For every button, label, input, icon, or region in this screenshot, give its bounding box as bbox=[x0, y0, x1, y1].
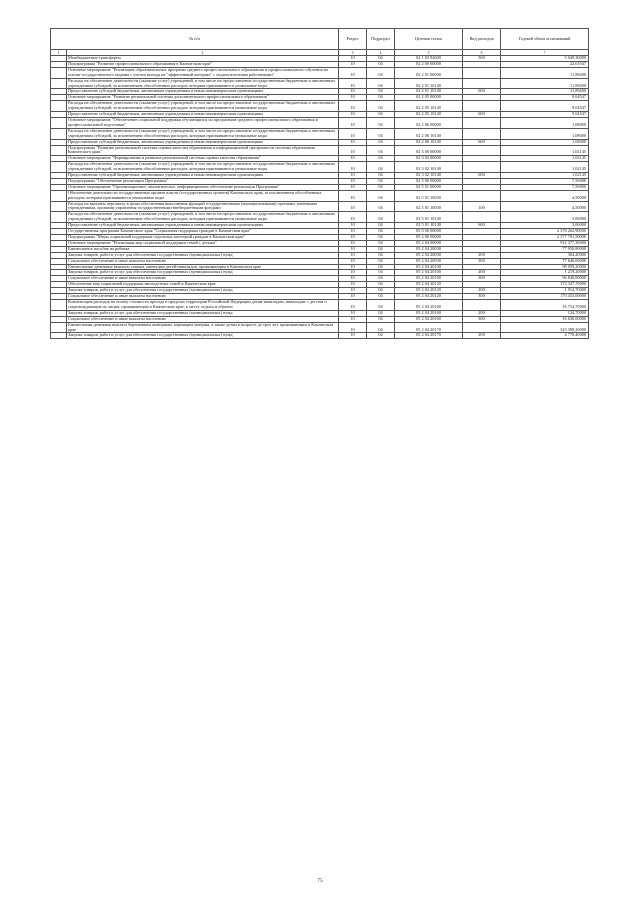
table-row bbox=[51, 333, 589, 339]
row-sum-cell: 1,08000 bbox=[501, 128, 589, 139]
header-section: Раздел bbox=[339, 29, 367, 50]
row-name-cell: Предоставление субсидий бюджетным, автономным учреждениям и иным некоммерческим организациям bbox=[67, 223, 339, 229]
row-sum-cell: 9,04547 bbox=[501, 101, 589, 112]
row-number-cell bbox=[51, 322, 67, 333]
row-name-cell: Социальное обеспечение и иные выплаты населению bbox=[67, 258, 339, 264]
row-name-cell: Закупка товаров, работ и услуг для обеспечения государственных (муниципальных) нужд bbox=[67, 252, 339, 258]
row-subsection-cell: 04 bbox=[367, 252, 395, 258]
row-article-cell: 05 2 04 20160 bbox=[395, 310, 463, 316]
row-section-cell: 10 bbox=[339, 229, 367, 235]
row-article-cell: 02 2 05 10140 bbox=[395, 112, 463, 118]
row-name-cell: Основное мероприятие "Реализация образовательных программ среднего профессионального образования и профессионального обучения на основе государственного задания с учетом выхода на "эффективный контракт" с педагогическими работниками" bbox=[67, 67, 339, 78]
row-sum-cell: 4,50000 bbox=[501, 190, 589, 201]
row-sum-cell: 1,08000 bbox=[501, 117, 589, 128]
row-article-cell: 05 2 04 20030 bbox=[395, 246, 463, 252]
row-name-cell: Ежемесячная денежная выплата беременным женщинам, кормящим матерям, а также детям в возрасте до трех лет, проживающим в Камчатском крае bbox=[67, 322, 339, 333]
column-number: 6 bbox=[463, 50, 501, 56]
row-name-cell: Предоставление субсидий бюджетным, автономным учреждениям и иным некоммерческим организациям bbox=[67, 139, 339, 145]
row-expense-cell: 200 bbox=[463, 333, 501, 339]
row-sum-cell: 11,89400 bbox=[501, 78, 589, 89]
row-section-cell: 10 bbox=[339, 252, 367, 258]
row-article-cell: 05 2 04 20100 bbox=[395, 264, 463, 270]
row-section-cell: 10 bbox=[339, 282, 367, 288]
row-name-cell: Расходы на выплаты персоналу в целях обеспечения выполнения функций государственными (муниципальными) органами, казенными учреждениями, органами управления государственными внебюджетными фондами bbox=[67, 201, 339, 212]
row-article-cell: 05 2 04 20100 bbox=[395, 270, 463, 276]
row-subsection-cell: 04 bbox=[367, 67, 395, 78]
row-number-cell bbox=[51, 67, 67, 78]
row-article-cell: 02 5 00 00000 bbox=[395, 178, 463, 184]
row-sum-cell: 3,06000 bbox=[501, 212, 589, 223]
row-section-cell: 10 bbox=[339, 276, 367, 282]
row-sum-cell: 16 630,00000 bbox=[501, 316, 589, 322]
row-section-cell: 10 bbox=[339, 333, 367, 339]
row-subsection-cell: 04 bbox=[367, 78, 395, 89]
row-expense-cell: 300 bbox=[463, 258, 501, 264]
row-section-cell: 10 bbox=[339, 95, 367, 101]
row-number-cell bbox=[51, 212, 67, 223]
row-expense-cell bbox=[463, 67, 501, 78]
row-section-cell: 10 bbox=[339, 294, 367, 300]
row-name-cell: Ежемесячное пособие на ребенка bbox=[67, 246, 339, 252]
row-sum-cell: 98 059,20000 bbox=[501, 264, 589, 270]
row-name-cell: Социальное обеспечение и иные выплаты населению bbox=[67, 276, 339, 282]
row-number-cell bbox=[51, 201, 67, 212]
row-subsection-cell: 04 bbox=[367, 201, 395, 212]
row-subsection-cell: 04 bbox=[367, 190, 395, 201]
row-sum-cell: 4 778,40000 bbox=[501, 333, 589, 339]
row-article-cell: 02 3 00 00000 bbox=[395, 145, 463, 156]
header-no: № п/п bbox=[51, 29, 339, 50]
budget-table bbox=[50, 28, 589, 339]
row-article-cell: 02 5 01 10030 bbox=[395, 190, 463, 201]
row-subsection-cell: 04 bbox=[367, 288, 395, 294]
row-article-cell: 05 2 04 20160 bbox=[395, 299, 463, 310]
row-section-cell: 10 bbox=[339, 270, 367, 276]
row-article-cell: 05 2 04 20170 bbox=[395, 333, 463, 339]
row-section-cell: 10 bbox=[339, 101, 367, 112]
row-expense-cell: 500 bbox=[463, 56, 501, 62]
row-subsection-cell: 04 bbox=[367, 223, 395, 229]
row-name-cell: Закупка товаров, работ и услуг для обеспечения государственных (муниципальных) нужд bbox=[67, 333, 339, 339]
row-article-cell: 02 5 01 10140 bbox=[395, 212, 463, 223]
row-name-cell: Ежемесячные денежные выплаты семьям, имеющим детей-инвалидов, проживающим в Камчатском крае bbox=[67, 264, 339, 270]
row-article-cell: 05 2 04 20030 bbox=[395, 258, 463, 264]
row-sum-cell: 11,89400 bbox=[501, 89, 589, 95]
row-subsection-cell: 04 bbox=[367, 139, 395, 145]
row-article-cell: 02 2 05 10140 bbox=[395, 101, 463, 112]
row-subsection-cell: 04 bbox=[367, 112, 395, 118]
row-subsection-cell: 04 bbox=[367, 162, 395, 173]
row-number-cell bbox=[51, 78, 67, 89]
row-article-cell: 02 3 02 10140 bbox=[395, 173, 463, 179]
table-row bbox=[51, 67, 589, 78]
row-article-cell: 02 1 03 92600 bbox=[395, 56, 463, 62]
row-sum-cell: 77 950,80000 bbox=[501, 246, 589, 252]
row-section-cell: 10 bbox=[339, 322, 367, 333]
row-subsection-cell: 04 bbox=[367, 128, 395, 139]
row-subsection-cell: 04 bbox=[367, 89, 395, 95]
row-section-cell: 10 bbox=[339, 61, 367, 67]
table-row bbox=[51, 212, 589, 223]
page-number: 75 bbox=[317, 878, 323, 884]
row-article-cell: 05 2 00 00000 bbox=[395, 235, 463, 241]
row-sum-cell: 9,04547 bbox=[501, 95, 589, 101]
row-name-cell: Предоставление субсидий бюджетным, автономным учреждениям и иным некоммерческим организациям bbox=[67, 112, 339, 118]
row-name-cell: Расходы на обеспечение деятельности (оказание услуг) учреждений, в том числе на предоставление государственным бюджетным и автономным учреждениям субсидий, за исключением обособленных расходов, которым присваиваются уникальные коды bbox=[67, 212, 339, 223]
table-row bbox=[51, 101, 589, 112]
row-name-cell: Обеспечение мер социальной поддержки многодетных семей в Камчатском крае bbox=[67, 282, 339, 288]
table-row bbox=[51, 117, 589, 128]
row-name-cell: Расходы на обеспечение деятельности (оказание услуг) учреждений, в том числе на предоставление государственным бюджетным и автономным учреждениям субсидий, за исключением обособленных расходов, которым присваиваются уникальные коды bbox=[67, 78, 339, 89]
row-subsection-cell: 04 bbox=[367, 229, 395, 235]
row-expense-cell bbox=[463, 322, 501, 333]
row-section-cell: 10 bbox=[339, 117, 367, 128]
row-subsection-cell: 04 bbox=[367, 246, 395, 252]
row-subsection-cell: 04 bbox=[367, 212, 395, 223]
table-row bbox=[51, 162, 589, 173]
row-number-cell bbox=[51, 333, 67, 339]
row-article-cell: 05 2 04 20100 bbox=[395, 276, 463, 282]
row-name-cell: Подпрограмма "Развитие региональной системы оценки качества образования и информационной прозрачности системы образования Камчатского края" bbox=[67, 145, 339, 156]
row-sum-cell: 1,08000 bbox=[501, 139, 589, 145]
row-name-cell: Расходы на обеспечение деятельности (оказание услуг) учреждений, в том числе на предоставление государственным бюджетным и автономным учреждениям субсидий, за исключением обособленных расходов, которым присваиваются уникальные коды bbox=[67, 162, 339, 173]
row-expense-cell: 100 bbox=[463, 201, 501, 212]
row-subsection-cell: 04 bbox=[367, 95, 395, 101]
row-article-cell: 05 0 00 00000 bbox=[395, 229, 463, 235]
row-subsection-cell: 04 bbox=[367, 240, 395, 246]
row-name-cell: Расходы на обеспечение деятельности (оказание услуг) учреждений, в том числе на предоставление государственным бюджетным и автономным учреждениям субсидий, за исключением обособленных расходов, которым присваиваются уникальные коды bbox=[67, 128, 339, 139]
row-name-cell: Социальное обеспечение и иные выплаты населению bbox=[67, 294, 339, 300]
row-section-cell: 10 bbox=[339, 190, 367, 201]
row-name-cell: Межбюджетные трансферты bbox=[67, 56, 339, 62]
row-subsection-cell: 04 bbox=[367, 184, 395, 190]
row-sum-cell: 2 377 791,50000 bbox=[501, 235, 589, 241]
table-row bbox=[51, 128, 589, 139]
row-name-cell: Предоставление субсидий бюджетным, автономным учреждениям и иным некоммерческим организациям bbox=[67, 173, 339, 179]
row-subsection-cell: 04 bbox=[367, 264, 395, 270]
row-article-cell: 02 2 05 00000 bbox=[395, 95, 463, 101]
row-expense-cell bbox=[463, 128, 501, 139]
row-sum-cell: 11,89400 bbox=[501, 67, 589, 78]
row-section-cell: 10 bbox=[339, 173, 367, 179]
row-name-cell: Основное мероприятие "Формирование и развитие региональной системы оценки качества образования" bbox=[67, 156, 339, 162]
column-number: 7 bbox=[501, 50, 589, 56]
row-section-cell: 10 bbox=[339, 78, 367, 89]
row-subsection-cell: 04 bbox=[367, 282, 395, 288]
row-section-cell: 10 bbox=[339, 212, 367, 223]
row-sum-cell: 7,56000 bbox=[501, 178, 589, 184]
column-number: 2 bbox=[67, 50, 339, 56]
row-number-cell bbox=[51, 117, 67, 128]
row-article-cell: 02 5 01 10030 bbox=[395, 201, 463, 212]
row-sum-cell: 16 754,70000 bbox=[501, 299, 589, 310]
row-article-cell: 02 3 02 00000 bbox=[395, 156, 463, 162]
row-article-cell: 05 2 04 00000 bbox=[395, 240, 463, 246]
row-sum-cell: 1,02145 bbox=[501, 145, 589, 156]
row-article-cell: 02 5 01 00000 bbox=[395, 184, 463, 190]
row-subsection-cell: 04 bbox=[367, 56, 395, 62]
row-name-cell: Основное мероприятие "Реализация мер социальной поддержки семей с детьми" bbox=[67, 240, 339, 246]
row-expense-cell bbox=[463, 78, 501, 89]
row-number-cell bbox=[51, 162, 67, 173]
row-sum-cell: 1,02145 bbox=[501, 156, 589, 162]
row-name-cell: Подпрограмма "Обеспечение реализации Программы" bbox=[67, 178, 339, 184]
row-name-cell: Подпрограмма "Меры социальной поддержки отдельных категорий граждан в Камчатском крае" bbox=[67, 235, 339, 241]
row-expense-cell bbox=[463, 117, 501, 128]
row-section-cell: 10 bbox=[339, 258, 367, 264]
row-section-cell: 10 bbox=[339, 264, 367, 270]
table-row bbox=[51, 190, 589, 201]
row-subsection-cell: 04 bbox=[367, 333, 395, 339]
row-subsection-cell: 04 bbox=[367, 322, 395, 333]
column-number: 1 bbox=[51, 50, 67, 56]
row-sum-cell: 124,70000 bbox=[501, 310, 589, 316]
row-article-cell: 05 2 04 20170 bbox=[395, 322, 463, 333]
row-name-cell: Закупка товаров, работ и услуг для обеспечения государственных (муниципальных) нужд bbox=[67, 310, 339, 316]
row-article-cell: 02 3 02 10140 bbox=[395, 162, 463, 173]
row-article-cell: 05 2 04 20120 bbox=[395, 288, 463, 294]
row-subsection-cell: 04 bbox=[367, 270, 395, 276]
row-section-cell: 10 bbox=[339, 112, 367, 118]
row-sum-cell: 5 049,30000 bbox=[501, 56, 589, 62]
row-section-cell: 10 bbox=[339, 156, 367, 162]
column-number: 5 bbox=[395, 50, 463, 56]
row-subsection-cell: 04 bbox=[367, 117, 395, 128]
row-section-cell: 10 bbox=[339, 240, 367, 246]
row-article-cell: 05 2 04 20160 bbox=[395, 316, 463, 322]
row-sum-cell: 7,56000 bbox=[501, 184, 589, 190]
header-subsection: Подраздел bbox=[367, 29, 395, 50]
row-expense-cell: 600 bbox=[463, 173, 501, 179]
row-section-cell: 10 bbox=[339, 56, 367, 62]
row-subsection-cell: 04 bbox=[367, 235, 395, 241]
row-subsection-cell: 04 bbox=[367, 178, 395, 184]
row-name-cell: Социальное обеспечение и иные выплаты населению bbox=[67, 316, 339, 322]
row-name-cell: Закупка товаров, работ и услуг для обеспечения государственных (муниципальных) нужд bbox=[67, 288, 339, 294]
row-sum-cell: 1,02145 bbox=[501, 173, 589, 179]
header-expense-type: Вид расходов bbox=[463, 29, 501, 50]
row-expense-cell bbox=[463, 299, 501, 310]
row-section-cell: 10 bbox=[339, 299, 367, 310]
row-expense-cell: 600 bbox=[463, 89, 501, 95]
row-section-cell: 10 bbox=[339, 89, 367, 95]
row-expense-cell bbox=[463, 101, 501, 112]
row-article-cell: 05 2 04 20120 bbox=[395, 294, 463, 300]
column-number: 4 bbox=[367, 50, 395, 56]
row-number-cell bbox=[51, 299, 67, 310]
row-subsection-cell: 04 bbox=[367, 316, 395, 322]
row-expense-cell bbox=[463, 162, 501, 173]
table-row bbox=[51, 145, 589, 156]
row-name-cell: Основное мероприятие "Организационное, аналитическое, информационное обеспечение реализации Программы" bbox=[67, 184, 339, 190]
row-expense-cell bbox=[463, 190, 501, 201]
row-article-cell: 02 2 00 00000 bbox=[395, 61, 463, 67]
row-article-cell: 02 2 06 00000 bbox=[395, 117, 463, 128]
row-number-cell bbox=[51, 101, 67, 112]
row-sum-cell: 3,06000 bbox=[501, 223, 589, 229]
row-sum-cell: 170 433,00000 bbox=[501, 294, 589, 300]
row-expense-cell: 600 bbox=[463, 112, 501, 118]
row-section-cell: 10 bbox=[339, 67, 367, 78]
row-expense-cell: 300 bbox=[463, 276, 501, 282]
row-name-cell: Государственная программа Камчатского края "Социальная поддержка граждан в Камчатском крае" bbox=[67, 229, 339, 235]
row-name-cell: Расходы на обеспечение деятельности (оказание услуг) учреждений, в том числе на предоставление государственным бюджетным и автономным учреждениям субсидий, за исключением обособленных расходов, которым присваиваются уникальные коды bbox=[67, 101, 339, 112]
row-article-cell: 02 2 01 10140 bbox=[395, 78, 463, 89]
row-sum-cell: 2 378 262,90000 bbox=[501, 229, 589, 235]
row-section-cell: 10 bbox=[339, 162, 367, 173]
row-section-cell: 10 bbox=[339, 310, 367, 316]
row-expense-cell: 600 bbox=[463, 223, 501, 229]
row-name-cell: Основное мероприятие "Развитие региональной системы дополнительного профессионального образования" bbox=[67, 95, 339, 101]
row-subsection-cell: 04 bbox=[367, 145, 395, 156]
row-name-cell: Закупка товаров, работ и услуг для обеспечения государственных (муниципальных) нужд bbox=[67, 270, 339, 276]
header-article: Целевая статья bbox=[395, 29, 463, 50]
row-sum-cell: 912 377,30000 bbox=[501, 240, 589, 246]
row-section-cell: 10 bbox=[339, 128, 367, 139]
row-sum-cell: 172 347,70000 bbox=[501, 282, 589, 288]
row-sum-cell: 323 398,20000 bbox=[501, 322, 589, 333]
table-row bbox=[51, 299, 589, 310]
row-sum-cell: 22,01947 bbox=[501, 61, 589, 67]
row-name-cell: Подпрограмма "Развитие профессионального образования в Камчатском крае" bbox=[67, 61, 339, 67]
row-article-cell: 02 5 01 10140 bbox=[395, 223, 463, 229]
row-expense-cell: 200 bbox=[463, 288, 501, 294]
row-sum-cell: 96 840,00000 bbox=[501, 276, 589, 282]
row-subsection-cell: 04 bbox=[367, 173, 395, 179]
row-article-cell: 02 2 01 10140 bbox=[395, 89, 463, 95]
row-name-cell: Компенсация расходов на оплату стоимости проезда в пределах территории Российской Федерации детям-инвалидам, инвалидам с детства и сопровождающим их лицам, проживающим в Камчатском крае, к месту отдыха и обратно bbox=[67, 299, 339, 310]
row-sum-cell: 77 646,60000 bbox=[501, 258, 589, 264]
row-expense-cell bbox=[463, 212, 501, 223]
row-subsection-cell: 04 bbox=[367, 61, 395, 67]
row-sum-cell: 4,50000 bbox=[501, 201, 589, 212]
row-article-cell: 05 2 04 20120 bbox=[395, 282, 463, 288]
row-section-cell: 10 bbox=[339, 246, 367, 252]
row-article-cell: 02 2 06 10140 bbox=[395, 139, 463, 145]
table-row bbox=[51, 322, 589, 333]
document-page bbox=[50, 28, 588, 339]
header-total: Годовой объем ассигнований bbox=[501, 29, 589, 50]
row-expense-cell: 300 bbox=[463, 294, 501, 300]
row-subsection-cell: 04 bbox=[367, 294, 395, 300]
row-article-cell: 02 2 01 00000 bbox=[395, 67, 463, 78]
row-subsection-cell: 04 bbox=[367, 276, 395, 282]
row-subsection-cell: 04 bbox=[367, 258, 395, 264]
row-subsection-cell: 04 bbox=[367, 156, 395, 162]
table-header bbox=[51, 29, 589, 50]
row-article-cell: 05 2 04 20030 bbox=[395, 252, 463, 258]
row-section-cell: 10 bbox=[339, 223, 367, 229]
row-section-cell: 10 bbox=[339, 201, 367, 212]
table-row bbox=[51, 78, 589, 89]
row-expense-cell: 300 bbox=[463, 316, 501, 322]
row-expense-cell bbox=[463, 145, 501, 156]
column-number: 3 bbox=[339, 50, 367, 56]
row-expense-cell: 200 bbox=[463, 252, 501, 258]
row-expense-cell: 600 bbox=[463, 139, 501, 145]
row-sum-cell: 9,04547 bbox=[501, 112, 589, 118]
row-section-cell: 10 bbox=[339, 235, 367, 241]
table-row bbox=[51, 201, 589, 212]
row-section-cell: 10 bbox=[339, 139, 367, 145]
row-expense-cell: 200 bbox=[463, 310, 501, 316]
row-sum-cell: 1,02145 bbox=[501, 162, 589, 173]
row-section-cell: 10 bbox=[339, 178, 367, 184]
row-name-cell: Обеспечение деятельности государственных органов власти (государственных органов) Камчатского края, за исключением обособленных расходов, которым присваиваются уникальные коды bbox=[67, 190, 339, 201]
row-article-cell: 02 2 06 10140 bbox=[395, 128, 463, 139]
row-name-cell: Основное мероприятие "Обеспечение социальной поддержки обучающихся по программам среднего профессионального образования и профессиональной подготовки" bbox=[67, 117, 339, 128]
row-number-cell bbox=[51, 128, 67, 139]
row-expense-cell: 200 bbox=[463, 270, 501, 276]
row-section-cell: 10 bbox=[339, 145, 367, 156]
row-number-cell bbox=[51, 145, 67, 156]
row-section-cell: 10 bbox=[339, 288, 367, 294]
row-sum-cell: 1 914,70000 bbox=[501, 288, 589, 294]
row-sum-cell: 1 219,20000 bbox=[501, 270, 589, 276]
row-name-cell: Предоставление субсидий бюджетным, автономным учреждениям и иным некоммерческим организациям bbox=[67, 89, 339, 95]
row-number-cell bbox=[51, 190, 67, 201]
row-section-cell: 10 bbox=[339, 316, 367, 322]
row-section-cell: 10 bbox=[339, 184, 367, 190]
row-sum-cell: 304,20000 bbox=[501, 252, 589, 258]
row-subsection-cell: 04 bbox=[367, 310, 395, 316]
row-subsection-cell: 04 bbox=[367, 101, 395, 112]
row-subsection-cell: 04 bbox=[367, 299, 395, 310]
